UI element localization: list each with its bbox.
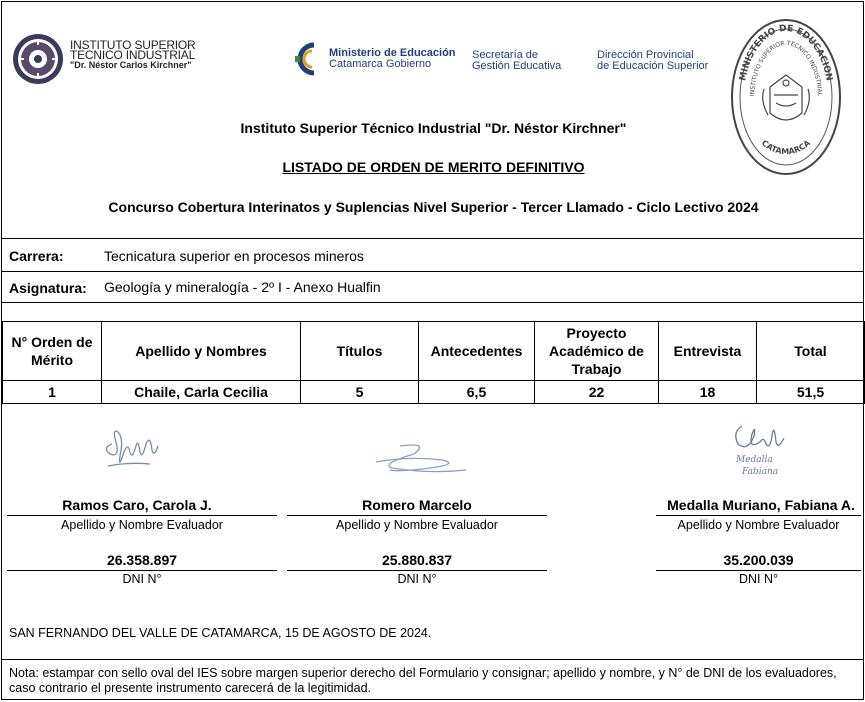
merit-table: [2, 321, 865, 404]
table-header-row: [3, 322, 865, 381]
evaluator-2-name: Romero Marcelo: [362, 497, 472, 513]
header-antecedentes: Antecedentes: [419, 322, 535, 381]
cell-total: 51,5: [757, 381, 865, 404]
signature-line: [287, 515, 547, 516]
direccion-text: [597, 50, 708, 72]
header-titulos: Títulos: [301, 322, 419, 381]
cell-proyecto: 22: [535, 381, 659, 404]
ministry-logo-text: [329, 48, 456, 70]
document-page: [1, 1, 864, 700]
signature-1: [98, 422, 164, 478]
evaluator-2-role: Apellido y Nombre Evaluador: [336, 518, 498, 532]
signature-2: [370, 440, 470, 478]
direccion-line-2: de Educación Superior: [597, 60, 709, 72]
ist-line-1: INSTITUTO SUPERIOR: [70, 38, 196, 52]
secretaria-text: [472, 50, 561, 72]
svg-text:INSTITUTO SUPERIOR TECNICO IND: INSTITUTO SUPERIOR TECNICO INDUSTRIAL: [749, 39, 823, 97]
footer-note: Nota: estampar con sello oval del IES sobre margen superior derecho del Formulario y consignar; apellido y nombre, y N° de DNI de los evaluadores, caso contrario el presente instrumento carecerá de la legitimidad.: [9, 666, 837, 695]
carrera-label: Carrera:: [9, 248, 64, 264]
signature-line: [656, 515, 861, 516]
listado-title: LISTADO DE ORDEN DE MERITO DEFINITIVO: [282, 159, 585, 175]
evaluator-3-dni: 35.200.039: [723, 552, 794, 568]
ministry-line-1: Ministerio de Educación: [329, 47, 456, 59]
table-row: [3, 381, 865, 404]
evaluator-2-dni: 25.880.837: [381, 552, 453, 568]
divider: [2, 238, 863, 239]
evaluator-1-dni: 26.358.897: [106, 552, 178, 568]
header-nombre: Apellido y Nombres: [102, 322, 301, 381]
place-date: SAN FERNANDO DEL VALLE DE CATAMARCA, 15 DE AGOSTO DE 2024.: [9, 626, 432, 640]
evaluator-1-name: Ramos Caro, Carola J.: [62, 497, 212, 513]
official-seal-stamp: [730, 17, 842, 177]
signature-3-text-2: Fabiana: [742, 467, 779, 477]
cell-titulos: 5: [301, 381, 419, 404]
divider: [2, 271, 863, 272]
institute-logo-text: [70, 40, 196, 70]
header-orden: N° Orden de Mérito: [3, 322, 102, 381]
signature-line: [7, 515, 277, 516]
dni-line: [7, 570, 277, 571]
divider: [2, 659, 863, 660]
header-total: Total: [757, 322, 865, 381]
ist-line-2: TECNICO INDUSTRIAL: [70, 48, 196, 62]
evaluator-1-role: Apellido y Nombre Evaluador: [61, 518, 223, 532]
header-proyecto: Proyecto Académico de Trabajo: [535, 322, 659, 381]
direccion-line-1: Dirección Provincial: [597, 49, 694, 61]
asignatura-value: Geología y mineralogía - 2º I - Anexo Hualfin: [104, 279, 381, 295]
svg-text:MINISTERIO DE EDUCACION: MINISTERIO DE EDUCACION: [738, 23, 834, 82]
ministry-logo-icon: [292, 42, 322, 76]
signature-3: [728, 412, 798, 478]
cell-orden: 1: [3, 381, 102, 404]
concurso-title: Concurso Cobertura Interinatos y Suplencias Nivel Superior - Tercer Llamado - Ciclo Lectivo 2024: [108, 199, 759, 215]
evaluator-3-dni-label: DNI N°: [738, 572, 779, 586]
institute-logo-icon: [12, 33, 64, 85]
secretaria-line-2: Gestión Educativa: [472, 60, 562, 72]
evaluator-3-name: Medalla Muriano, Fabiana A.: [667, 497, 855, 513]
cell-antecedentes: 6,5: [419, 381, 535, 404]
header-entrevista: Entrevista: [659, 322, 757, 381]
evaluator-2-dni-label: DNI N°: [397, 572, 437, 586]
evaluator-1-dni-label: DNI N°: [122, 572, 162, 586]
ist-line-3: "Dr. Néstor Carlos Kirchner": [70, 60, 192, 70]
dni-line: [287, 570, 547, 571]
evaluator-3-role: Apellido y Nombre Evaluador: [677, 518, 840, 532]
signature-3-text-1: Medalla: [736, 455, 773, 465]
institute-title: Instituto Superior Técnico Industrial "Dr. Néstor Kirchner": [240, 120, 627, 136]
asignatura-label: Asignatura:: [9, 280, 87, 296]
cell-entrevista: 18: [659, 381, 757, 404]
carrera-value: Tecnicatura superior en procesos mineros: [104, 248, 364, 264]
secretaria-line-1: Secretaría de: [472, 49, 539, 61]
dni-line: [656, 570, 861, 571]
divider: [2, 302, 863, 303]
cell-nombre: Chaile, Carla Cecilia: [102, 381, 301, 404]
svg-text:CATAMARCA: CATAMARCA: [759, 138, 813, 157]
ministry-line-2: Catamarca Gobierno: [329, 58, 432, 70]
